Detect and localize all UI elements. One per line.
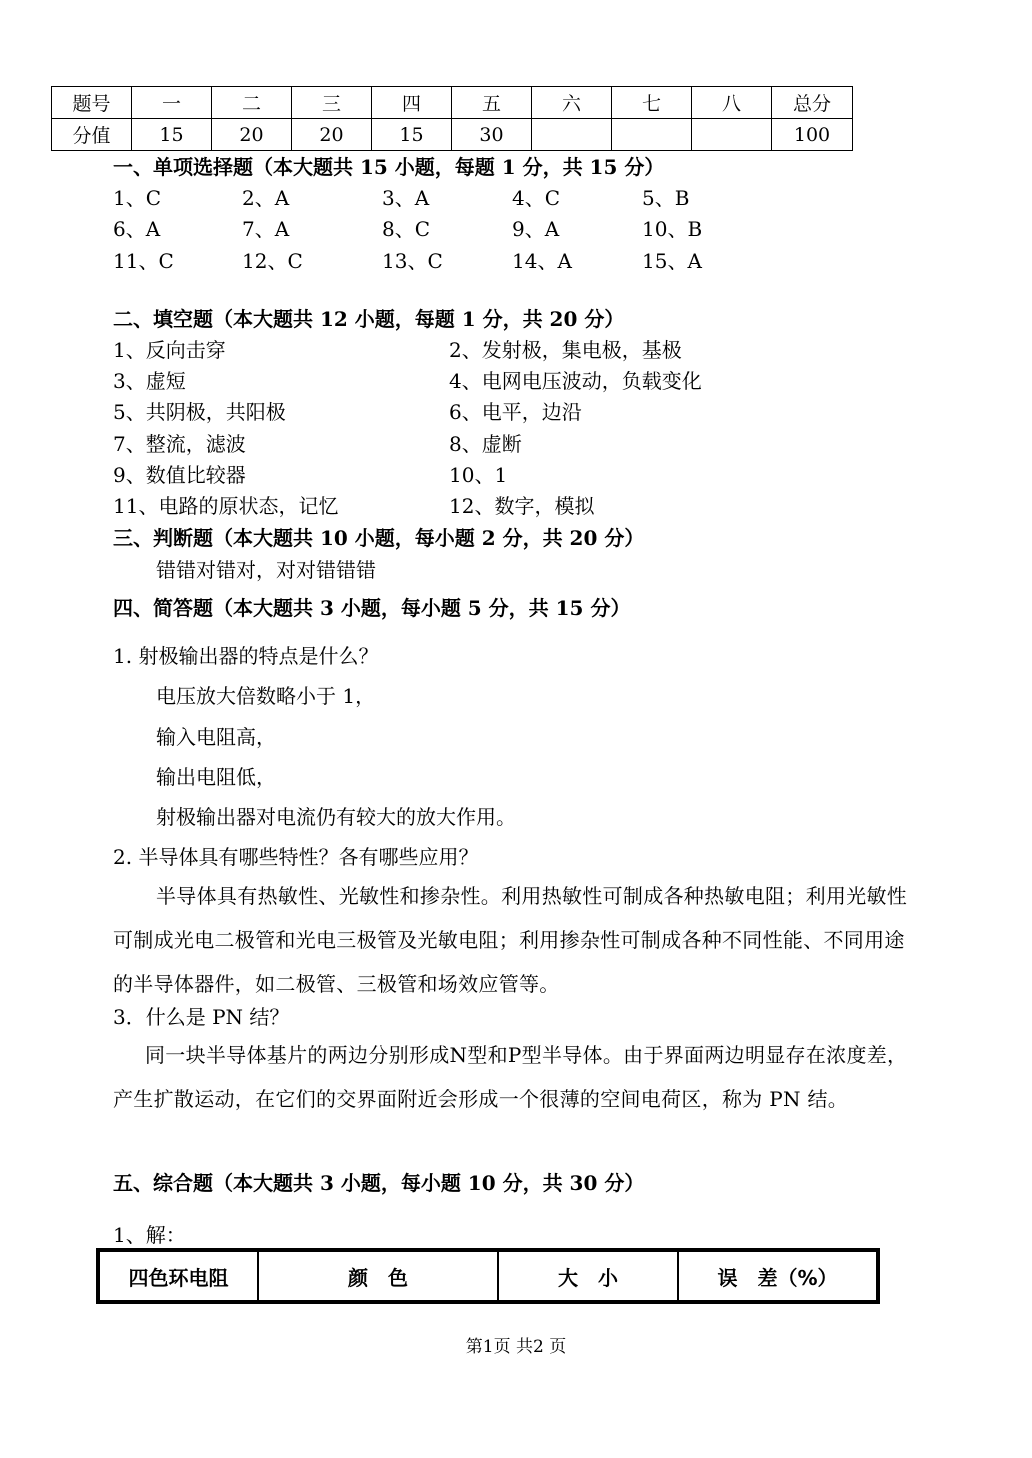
judgement-answers: 错错对错对，对对错错错: [156, 558, 376, 582]
section5-title: 五、综合题（本大题共 3 小题，每小题 10 分，共 30 分）: [113, 1171, 645, 1195]
score-cell: 20: [292, 119, 372, 151]
answer-item: 15、A: [642, 249, 702, 273]
table-header-cell: 四色环电阻: [98, 1250, 258, 1302]
score-cell: [612, 119, 692, 151]
score-cell: 六: [532, 87, 612, 119]
score-cell: 总分: [772, 87, 853, 119]
score-cell: 七: [612, 87, 692, 119]
score-cell: 15: [372, 119, 452, 151]
solution-label: 1、解：: [113, 1223, 186, 1247]
answer-item: 11、C: [113, 249, 174, 273]
score-cell: [692, 119, 772, 151]
question-3: 3．什么是 PN 结？: [113, 1005, 290, 1029]
answer-item: 10、1: [449, 463, 508, 487]
score-cell: 分值: [52, 119, 132, 151]
answer-item: 4、C: [512, 186, 561, 210]
answer-item: 7、整流，滤波: [113, 432, 246, 456]
answer-item: 10、B: [642, 217, 703, 241]
answer-item: 9、A: [512, 217, 560, 241]
question-2: 2. 半导体具有哪些特性？各有哪些应用？: [113, 845, 479, 869]
answer-line: 输出电阻低，: [156, 765, 276, 789]
answer-item: 5、B: [642, 186, 690, 210]
score-cell: 四: [372, 87, 452, 119]
score-table-value-row: [52, 119, 853, 151]
answer-item: 9、数值比较器: [113, 463, 246, 487]
answer-item: 5、共阴极，共阳极: [113, 400, 286, 424]
score-table: [51, 86, 853, 151]
answer-paragraph: 同一块半导体基片的两边分别形成N型和P型半导体。由于界面两边明显存在浓度差，产生扩散运动，在它们的交界面附近会形成一个很薄的空间电荷区，称为 PN 结。: [113, 1043, 908, 1111]
score-cell: 100: [772, 119, 853, 151]
score-cell: 30: [452, 119, 532, 151]
section3-title: 三、判断题（本大题共 10 小题，每小题 2 分，共 20 分）: [113, 526, 645, 550]
answer-item: 4、电网电压波动，负载变化: [449, 369, 702, 393]
answer-item: 12、数字，模拟: [449, 494, 595, 518]
answer-line: 输入电阻高，: [156, 725, 276, 749]
answer-item: 3、虚短: [113, 369, 186, 393]
section4-title: 四、简答题（本大题共 3 小题，每小题 5 分，共 15 分）: [113, 596, 631, 620]
answer-item: 12、C: [242, 249, 303, 273]
page-footer: 第1页 共2 页: [465, 1337, 567, 1357]
answer-item: 8、C: [382, 217, 431, 241]
table-header-cell: 大 小: [498, 1250, 678, 1302]
section1-title: 一、单项选择题（本大题共 15 小题，每题 1 分，共 15 分）: [113, 155, 665, 179]
answer-item: 6、A: [113, 217, 161, 241]
answer-item: 6、电平，边沿: [449, 400, 582, 424]
score-cell: 三: [292, 87, 372, 119]
resistor-table-header-row: [98, 1250, 878, 1302]
score-cell: 20: [212, 119, 292, 151]
score-cell: 一: [132, 87, 212, 119]
answer-line: 射极输出器对电流仍有较大的放大作用。: [156, 805, 516, 829]
answer-item: 8、虚断: [449, 432, 522, 456]
answer-item: 1、C: [113, 186, 162, 210]
table-header-cell: 误 差（%）: [678, 1250, 878, 1302]
answer-item: 1、反向击穿: [113, 338, 226, 362]
score-cell: [532, 119, 612, 151]
answer-item: 7、A: [242, 217, 290, 241]
answer-item: 2、发射极，集电极，基极: [449, 338, 682, 362]
answer-paragraph: 半导体具有热敏性、光敏性和掺杂性。利用热敏性可制成各种热敏电阻；利用光敏性可制成光电二极管和光电三极管及光敏电阻；利用掺杂性可制成各种不同性能、不同用途的半导体器件，如二极管、三极管和场效应管等。: [113, 884, 908, 996]
answer-line: 电压放大倍数略小于 1，: [156, 684, 376, 708]
score-cell: 15: [132, 119, 212, 151]
table-header-cell: 颜 色: [258, 1250, 498, 1302]
question-1: 1. 射极输出器的特点是什么？: [113, 644, 379, 668]
score-cell: 二: [212, 87, 292, 119]
answer-item: 3、A: [382, 186, 430, 210]
answer-item: 11、电路的原状态，记忆: [113, 494, 339, 518]
answer-item: 13、C: [382, 249, 443, 273]
score-cell: 五: [452, 87, 532, 119]
score-cell: 题号: [52, 87, 132, 119]
score-cell: 八: [692, 87, 772, 119]
answer-item: 2、A: [242, 186, 290, 210]
answer-item: 14、A: [512, 249, 572, 273]
resistor-table: [96, 1248, 880, 1304]
section2-title: 二、填空题（本大题共 12 小题，每题 1 分，共 20 分）: [113, 307, 625, 331]
score-table-header-row: [52, 87, 853, 119]
